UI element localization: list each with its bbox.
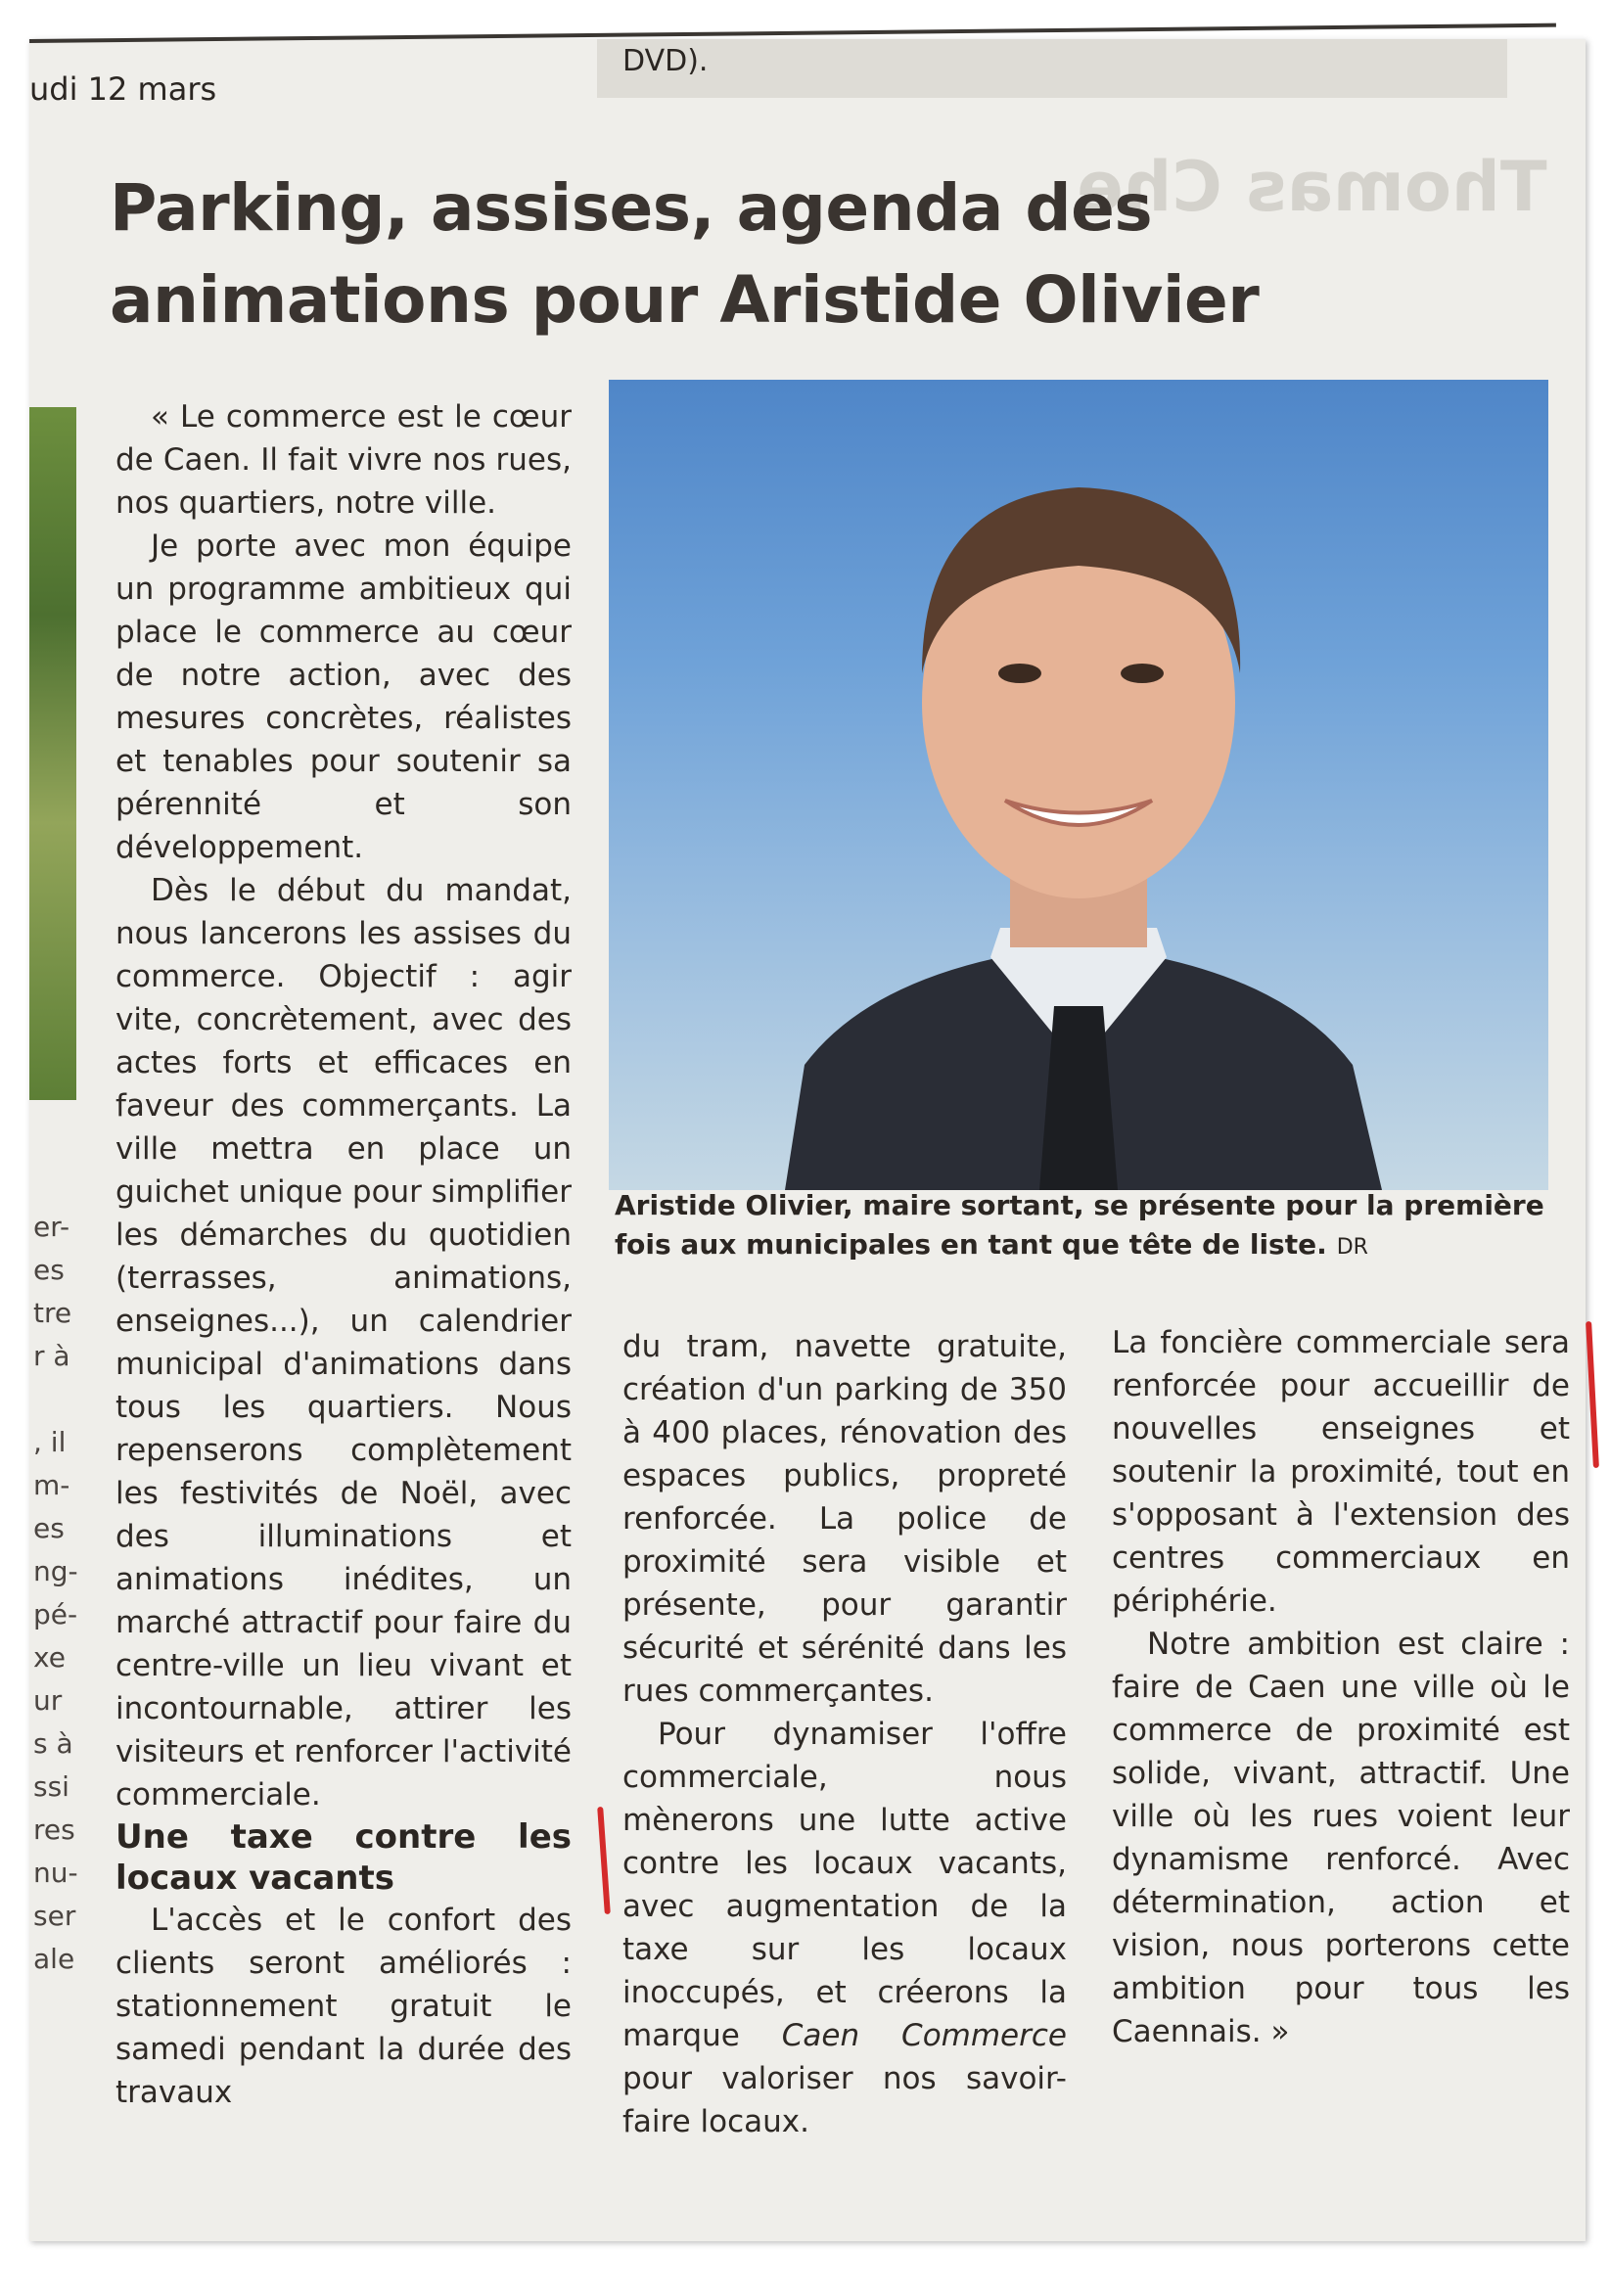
adjacent-column-fragment: er- es tre r à , il m- es ng- pé- xe ur s à ssi res nu- ser ale — [33, 1211, 78, 1975]
issue-date: udi 12 mars — [29, 70, 217, 108]
paragraph-text: Pour dynamiser l'offre commerciale, nous mènerons une lutte active contre les locaux vacants, avec augmentation de la taxe sur les locaux inoccupés, et créerons la marque — [622, 1717, 1067, 2053]
top-article-fragment — [597, 39, 1507, 98]
adjacent-photo-fragment — [29, 407, 76, 1100]
article-column-2 — [622, 1325, 1067, 2143]
photo-credit: DR — [1336, 1235, 1368, 1260]
photo-caption — [615, 1186, 1554, 1267]
paragraph: Je porte avec mon équipe un programme ambitieux qui place le commerce au cœur de notre action, avec des mesures concrètes, réalistes et tenables pour soutenir sa pérennité et son développement. — [115, 528, 572, 865]
paragraph: Dès le début du mandat, nous lancerons les assises du commerce. Objectif : agir vite, concrètement, avec des actes forts et efficaces en faveur des commerçants. La ville mettra en place un guichet unique pour simplifier les démarches du quotidien (terrasses, animations, enseignes...), un calendrier municipal d'animations dans tous les quartiers. Nous repenserons complètement les festivités de Noël, avec des illuminations et animations inédites, un marché attractif pour faire du centre-ville un lieu vivant et incontournable, attirer les visiteurs et renforcer l'activité commerciale. — [115, 873, 572, 1813]
paragraph-text: pour valoriser nos savoir-faire locaux. — [622, 2061, 1067, 2139]
section-subhead: Une taxe contre les locaux vacants — [115, 1817, 572, 1898]
paragraph: du tram, navette gratuite, création d'un parking de 350 à 400 places, rénovation des espaces publics, propreté renforcée. La police de proximité sera visible et présente, pour garantir sécurité et sérénité dans les rues commerçantes. — [622, 1329, 1067, 1709]
article-column-1 — [115, 395, 572, 2114]
article-column-3 — [1112, 1321, 1570, 2053]
paragraph: L'accès et le confort des clients seront améliorés : stationnement gratuit le samedi pendant la durée des travaux — [115, 1903, 572, 2110]
bleed-through-headline: Thomas Che — [1077, 147, 1547, 227]
caption-text: Aristide Olivier, maire sortant, se présente pour la première fois aux municipales en tant que tête de liste. — [615, 1189, 1544, 1261]
brand-name: Caen Commerce — [781, 2018, 1067, 2053]
portrait-illustration — [609, 380, 1548, 1190]
portrait-photo — [609, 380, 1548, 1190]
top-fragment-text: DVD). — [622, 44, 709, 78]
article-headline: Parking, assises, agenda des animations pour Aristide Olivier — [110, 170, 1260, 338]
red-pen-mark — [1586, 1321, 1599, 1468]
paragraph: La foncière commerciale sera renforcée pour accueillir de nouvelles enseignes et soutenir la proximité, tout en s'opposant à l'extension des centres commerciaux en périphérie. — [1112, 1325, 1570, 1619]
paragraph: Notre ambition est claire : faire de Caen une ville où le commerce de proximité est solide, vivant, attractif. Une ville où les rues voient leur dynamisme renforcé. Avec détermination, action et vision, nous porterons cette ambition pour tous les Caennais. » — [1112, 1627, 1570, 2049]
paragraph: « Le commerce est le cœur de Caen. Il fait vivre nos rues, nos quartiers, notre ville. — [115, 399, 572, 521]
paragraph — [622, 1713, 1067, 2143]
